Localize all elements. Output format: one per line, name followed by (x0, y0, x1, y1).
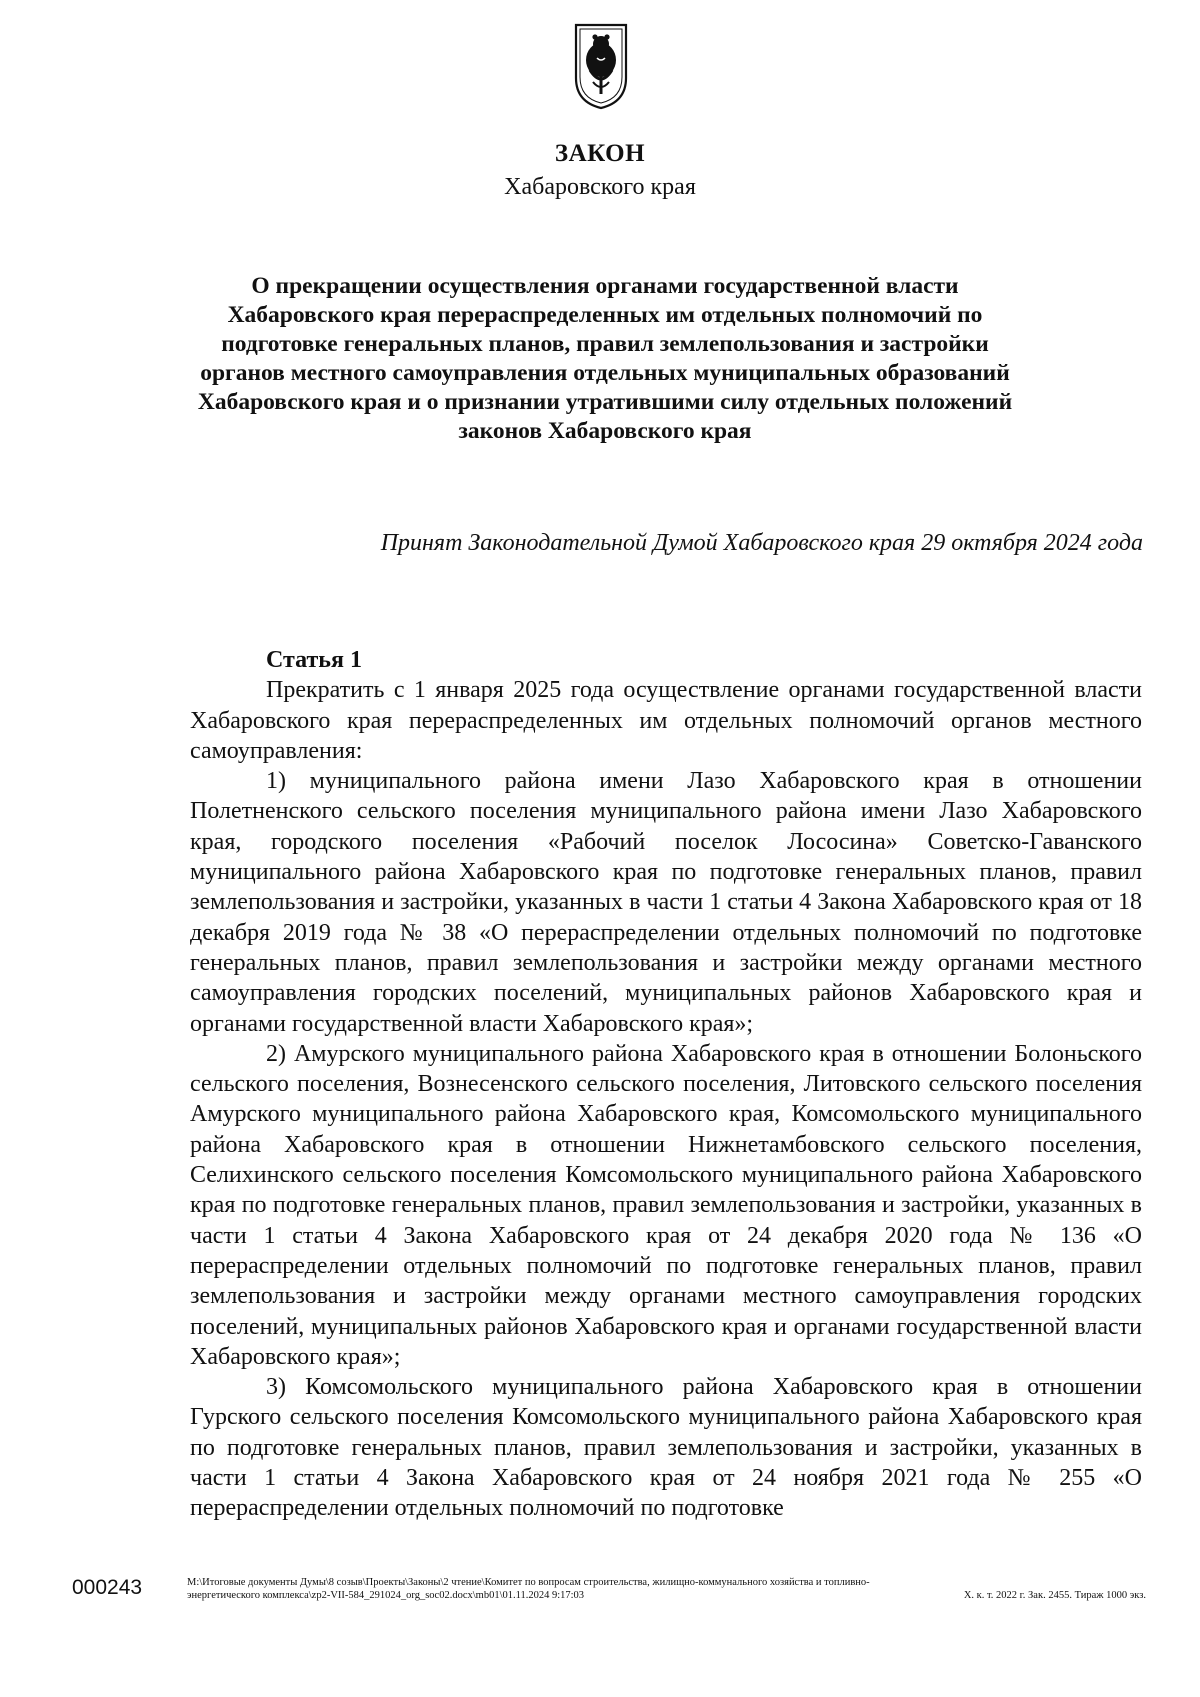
file-path: M:\Итоговые документы Думы\8 созыв\Проекты\Законы\2 чтение\Комитет по вопросам строительства, жилищно-коммунального хозяйства и топливно-энергетического комплекса\zp2-VII-584_291024_org_soc02.docx\mb01\01.11.2024 9:17:03 (187, 1577, 870, 1601)
article-body (190, 645, 1142, 1524)
document-region: Хабаровского края (504, 174, 696, 200)
list-item: 3) Комсомольского муниципального района Хабаровского края в отношении Гурского сельского поселения Комсомольского муниципального района Хабаровского края по подготовке генеральных планов, правил землепользования и застройки, указанных в части 1 статьи 4 Закона Хабаровского края от 24 ноября 2021 года № 255 «О перераспределении отдельных полномочий по подготовке (190, 1374, 1142, 1522)
document-number: 000243 (72, 1576, 143, 1599)
coat-of-arms-icon (573, 22, 629, 110)
article-intro: Прекратить с 1 января 2025 года осуществление органами государственной власти Хабаровского края перераспределенных им отдельных полномочий органов местного самоуправления: (190, 677, 1142, 764)
document-type: ЗАКОН (554, 140, 646, 167)
print-info: Х. к. т. 2022 г. Зак. 2455. Тираж 1000 экз. (963, 1590, 1146, 1601)
list-item: 1) муниципального района имени Лазо Хабаровского края в отношении Полетненского сельского поселения муниципального района имени Лазо Хабаровского края, городского поселения «Рабочий поселок Лососина» Советско-Гаванского муниципального района Хабаровского края по подготовке генеральных планов, правил землепользования и застройки, указанных в части 1 статьи 4 Закона Хабаровского края от 18 декабря 2019 года № 38 «О перераспределении отдельных полномочий по подготовке генеральных планов, правил землепользования и застройки между органами местного самоуправления городских поселений, муниципальных районов Хабаровского края и органами государственной власти Хабаровского края»; (190, 768, 1142, 1037)
adoption-note: Принят Законодательной Думой Хабаровского края 29 октября 2024 года (380, 530, 1143, 556)
article-heading: Статья 1 (266, 647, 362, 673)
document-title: О прекращении осуществления органами государственной власти Хабаровского края перераспределенных им отдельных полномочий по подготовке генеральных планов, правил землепользования и застройки органов местного самоуправления отдельных муниципальных образований Хабаровского края и о признании утратившими силу отдельных положений законов Хабаровского края (197, 273, 1013, 444)
list-item: 2) Амурского муниципального района Хабаровского края в отношении Болоньского сельского поселения, Вознесенского сельского поселения, Литовского сельского поселения Амурского муниципального района Хабаровского края, Комсомольского муниципального района Хабаровского края в отношении Нижнетамбовского сельского поселения, Селихинского сельского поселения Комсомольского муниципального района Хабаровского края по подготовке генеральных планов, правил землепользования и застройки, указанных в части 1 статьи 4 Закона Хабаровского края от 24 декабря 2020 года № 136 «О перераспределении отдельных полномочий по подготовке генеральных планов, правил землепользования и застройки между органами местного самоуправления городских поселений, муниципальных районов Хабаровского края и органами государственной власти Хабаровского края»; (190, 1040, 1142, 1370)
